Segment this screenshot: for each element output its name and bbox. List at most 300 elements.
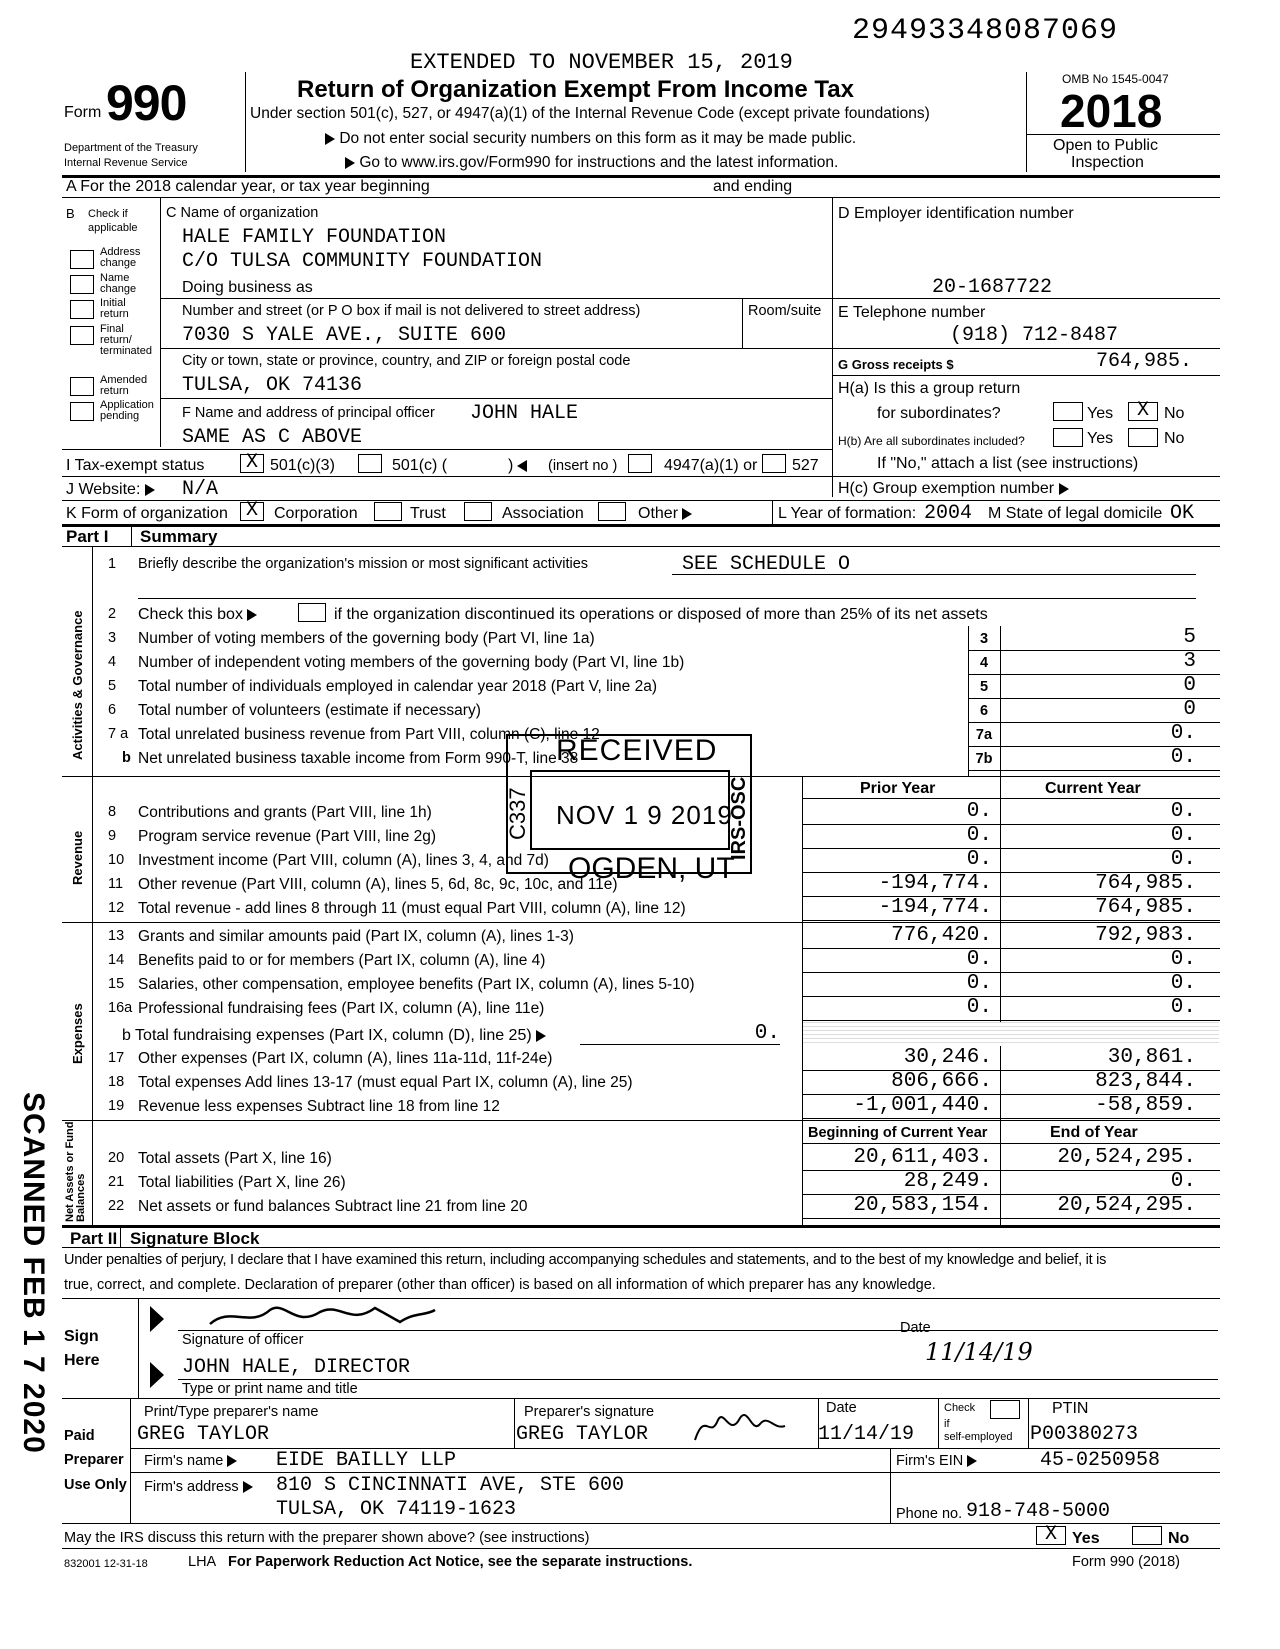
expense-line-current-value: 792,983. [1095, 924, 1196, 947]
ein-value: 20-1687722 [932, 276, 1053, 299]
checkbox-association[interactable] [464, 502, 492, 521]
website-value: N/A [182, 478, 219, 501]
gov-value: 0. [1170, 722, 1196, 745]
expense-line-text: Other expenses (Part IX, column (A), lines 11a-11d, 11f-24e) [138, 1050, 553, 1067]
gov-value: 0 [1183, 698, 1196, 721]
expense-line-prior-value: -1,001,440. [853, 1094, 992, 1117]
expense-line-prior-value: 776,420. [891, 924, 992, 947]
form-title: Return of Organization Exempt From Income Tax [297, 76, 854, 103]
net-asset-line-prior-value: 20,611,403. [853, 1146, 992, 1169]
line-number: 11 [108, 876, 124, 892]
hb-line [832, 476, 1220, 477]
ein-line [832, 298, 1220, 299]
line-a-bottom [62, 197, 1220, 198]
for-subordinates-label: for subordinates? [877, 405, 1001, 422]
part1-top [62, 524, 1220, 527]
city-label: City or town, state or province, country, and ZIP or foreign postal code [182, 353, 631, 369]
dba-line [160, 298, 832, 299]
501c-label: 501(c) ( [392, 457, 448, 474]
gov-value: 5 [1183, 626, 1196, 649]
sign-date-label: Date [900, 1320, 931, 1336]
right-col-divider [832, 197, 833, 497]
street-line [160, 348, 832, 349]
org-name-label: C Name of organization [166, 205, 319, 221]
4947-label: 4947(a)(1) or [664, 457, 758, 474]
expense-line-prior-value: 0. [966, 996, 992, 1019]
preparer-signature-label: Preparer's signature [524, 1404, 655, 1420]
trust-label: Trust [410, 505, 446, 522]
expense-line-text: Total expenses Add lines 13-17 (must equal Part IX, column (A), line 25) [138, 1074, 633, 1091]
preparer-date-label: Date [826, 1400, 857, 1416]
gov-box-label: 7b [975, 751, 993, 767]
city-line [160, 398, 832, 399]
form-number: 990 [106, 75, 187, 131]
side-label-expenses: Expenses [70, 1003, 85, 1064]
firm-address-2: TULSA, OK 74119-1623 [276, 1498, 517, 1521]
check-label: Check [944, 1402, 976, 1414]
mission-line-2 [138, 598, 1196, 599]
line-number: 21 [108, 1174, 125, 1190]
ogden-text: OGDEN, UT [568, 852, 735, 885]
dba-label: Doing business as [182, 279, 313, 296]
net-asset-line-current-value: 20,524,295. [1057, 1194, 1196, 1217]
expense-line-prior-value: 0. [966, 972, 992, 995]
line-number: 10 [108, 852, 125, 868]
net-asset-line-rule [802, 1218, 1220, 1219]
footer-top [62, 1548, 1220, 1549]
mission-value: SEE SCHEDULE O [682, 553, 851, 576]
gov-line-text: Total number of volunteers (estimate if necessary) [138, 702, 481, 719]
website-label [66, 481, 155, 499]
gov-line-text: Total unrelated business revenue from Part VIII, column (C), line 12 [138, 726, 600, 743]
initial-return-label: Initial return [100, 297, 129, 320]
side-label-revenue: Revenue [70, 830, 85, 885]
street-label: Number and street (or P O box if mail is not delivered to street address) [182, 303, 641, 319]
expense-line-current-value: 0. [1170, 948, 1196, 971]
part1-tag: Part I [66, 527, 109, 546]
revenue-line-text: Total revenue - add lines 8 through 11 (must equal Part VIII, column (A), line 12) [138, 900, 686, 917]
checkbox-corporation[interactable]: X [240, 502, 264, 521]
officer-signature-line [178, 1330, 1218, 1331]
signature-officer-label: Signature of officer [182, 1332, 304, 1348]
room-divider [742, 298, 743, 348]
firm-name-label [144, 1453, 237, 1469]
sign-arrow-icon [150, 1306, 164, 1337]
line-k-divider [772, 500, 773, 524]
phone-label: E Telephone number [838, 304, 986, 321]
mission-label: Briefly describe the organization's mission or most significant activities [138, 556, 589, 572]
tax-year: 2018 [1060, 85, 1163, 137]
line-number: 6 [108, 702, 117, 718]
net-asset-line-text: Net assets or fund balances Subtract line 21 from line 20 [138, 1198, 528, 1215]
other-text: Other [638, 505, 679, 522]
preparer-label: Preparer [64, 1452, 124, 1468]
revenue-line-current-value: 0. [1170, 800, 1196, 823]
501c-close [508, 457, 527, 475]
expense-line-current-value: -58,859. [1095, 1094, 1196, 1117]
preparer-signature: GREG TAYLOR [516, 1423, 649, 1446]
line-number: 5 [108, 678, 117, 694]
line-number: 7 a [108, 726, 129, 742]
revenue-line-rule [802, 920, 1220, 921]
line-number: 13 [108, 928, 125, 944]
expense-line-current-value: 0. [1170, 996, 1196, 1019]
preparer-top [62, 1398, 1220, 1399]
section-b-divider [160, 197, 161, 447]
gov-line-text: Number of independent voting members of the governing body (Part VI, line 1b) [138, 654, 685, 671]
revenue-line-prior-value: 0. [966, 824, 992, 847]
amended-return-label: Amended return [100, 374, 148, 397]
form-footer-right: Form 990 (2018) [1072, 1554, 1180, 1570]
net-asset-line-prior-value: 20,583,154. [853, 1194, 992, 1217]
website-text: J Website: [66, 481, 141, 498]
line-number: 3 [108, 630, 117, 646]
city-address: TULSA, OK 74136 [182, 374, 363, 397]
extended-notice: EXTENDED TO NOVEMBER 15, 2019 [410, 50, 793, 75]
arrow-icon [227, 1455, 237, 1467]
revenue-line-prior-value: 0. [966, 800, 992, 823]
omb-number: OMB No 1545-0047 [1062, 72, 1169, 86]
checkbox-discuss-yes[interactable]: X [1036, 1526, 1066, 1545]
paperwork-notice: For Paperwork Reduction Act Notice, see the separate instructions. [228, 1554, 693, 1570]
state-domicile-value: OK [1170, 502, 1195, 525]
part2-top [62, 1225, 1220, 1228]
discontinued-text: if the organization discontinued its operations or disposed of more than 25% of its net assets [334, 606, 988, 623]
prep-ptin-divider [1028, 1398, 1029, 1448]
gov-line-rule [968, 770, 1220, 771]
org-name-1: HALE FAMILY FOUNDATION [182, 226, 447, 249]
year-divider [1026, 134, 1220, 135]
527-label: 527 [792, 457, 819, 474]
discuss-question: May the IRS discuss this return with the preparer shown above? (see instructions) [64, 1530, 590, 1546]
state-domicile-label: M State of legal domicile [988, 505, 1163, 522]
section-b-label: B [66, 206, 75, 221]
gov-box-label: 6 [979, 703, 989, 719]
preparer-name: GREG TAYLOR [137, 1423, 270, 1446]
ein-label: D Employer identification number [838, 205, 1074, 222]
firm-address-label [144, 1479, 253, 1495]
gov-box-label: 3 [979, 631, 989, 647]
year-formation-value: 2004 [924, 502, 973, 525]
firm-ein: 45-0250958 [1040, 1449, 1161, 1472]
corporation-label: Corporation [274, 505, 358, 522]
prior-col-left [802, 776, 803, 1226]
expense-line-text: Salaries, other compensation, employee benefits (Part IX, column (A), lines 5-10) [138, 976, 695, 993]
revenue-line-prior-value: 0. [966, 848, 992, 871]
end-year-header: End of Year [1050, 1124, 1138, 1141]
applicable-label: applicable [88, 222, 138, 234]
final-return-label: Final return/ terminated [100, 323, 152, 357]
received-text: RECEIVED [556, 734, 718, 767]
expense-line-current-value: 0. [1170, 972, 1196, 995]
firm-ein-label [896, 1453, 977, 1469]
street-address: 7030 S YALE AVE., SUITE 600 [182, 324, 507, 347]
checkbox-527[interactable] [762, 454, 786, 473]
line-number: 17 [108, 1050, 125, 1066]
group-yes-label: Yes [1087, 405, 1114, 422]
revenue-line-prior-value: -194,774. [878, 872, 992, 895]
line-a-label: A For the 2018 calendar year, or tax year beginning [66, 178, 430, 195]
year-header-bottom [802, 798, 1220, 799]
arrow-icon [345, 157, 355, 169]
gov-box-label: 4 [979, 655, 989, 671]
line-number: 19 [108, 1098, 125, 1114]
firm-name: EIDE BAILLY LLP [276, 1449, 457, 1472]
line-number: 9 [108, 828, 117, 844]
line-number: 1 [108, 556, 117, 572]
bullet-ssn [325, 130, 856, 148]
expense-line-text: Benefits paid to or for members (Part IX, column (A), line 4) [138, 952, 546, 969]
exp-section-top [62, 922, 1220, 923]
discontinued-check-label [138, 606, 257, 624]
side-label-governance: Activities & Governance [70, 610, 85, 760]
officer-printed-name: JOHN HALE, DIRECTOR [182, 1356, 411, 1379]
line-16b-text: b Total fundraising expenses (Part IX, column (D), line 25) [122, 1027, 532, 1044]
arrow-icon [536, 1030, 546, 1042]
firm-address-text: Firm's address [144, 1479, 239, 1495]
here-label: Here [64, 1352, 100, 1369]
expense-line-current-value: 823,844. [1095, 1070, 1196, 1093]
dept-treasury: Department of the Treasury [64, 142, 198, 154]
check-if-label: if [944, 1418, 950, 1430]
dln-number: 29493348087069 [852, 14, 1119, 48]
handwritten-signature-icon [690, 1400, 790, 1448]
group-exemption-label [838, 480, 1069, 498]
expense-line-text: Professional fundraising fees (Part IX, column (A), line 11e) [138, 1000, 545, 1017]
line-number: 20 [108, 1150, 125, 1166]
stamp-code-right: IRS-OSC [728, 776, 750, 860]
line-j-bottom [62, 500, 1220, 501]
part2-tag: Part II [70, 1229, 118, 1248]
revenue-line-current-value: 764,985. [1095, 872, 1196, 895]
bullet-website [345, 154, 838, 172]
form-subtitle: Under section 501(c), 527, or 4947(a)(1) of the Internal Revenue Code (except private foundations) [250, 105, 930, 122]
application-pending-label: Application pending [100, 399, 154, 422]
inspection-label: Inspection [1071, 154, 1144, 171]
group-no-label: No [1164, 405, 1185, 422]
officer-address: SAME AS C ABOVE [182, 426, 363, 449]
revenue-line-text: Contributions and grants (Part VIII, line 1h) [138, 804, 432, 821]
firm-addr-top [130, 1472, 1220, 1473]
net-asset-line-text: Total liabilities (Part X, line 26) [138, 1174, 346, 1191]
insert-no-label: (insert no ) [548, 458, 618, 474]
gov-value: 0. [1170, 746, 1196, 769]
gov-line-text: Total number of individuals employed in calendar year 2018 (Part V, line 2a) [138, 678, 657, 695]
form-label: Form [64, 104, 102, 121]
arrow-large-icon [150, 1362, 164, 1388]
net-asset-line-current-value: 0. [1170, 1170, 1196, 1193]
officer-name: JOHN HALE [470, 402, 579, 425]
gov-line-text: Number of voting members of the governing body (Part VI, line 1a) [138, 630, 595, 647]
ptin-value: P00380273 [1030, 1423, 1139, 1446]
line-number: 4 [108, 654, 117, 670]
scanned-stamp: SCANNED FEB 1 7 2020 [17, 1092, 50, 1454]
firm-phone-label: Phone no. [896, 1506, 963, 1522]
preparer-divider [130, 1398, 131, 1523]
expense-line-rule [802, 1020, 1220, 1021]
checkbox-subs-yes[interactable] [1053, 428, 1083, 447]
preparer-date: 11/14/19 [818, 1423, 915, 1446]
handwritten-signature-icon [200, 1298, 440, 1332]
header-divider-right [1026, 72, 1027, 172]
discuss-no-label: No [1168, 1530, 1190, 1547]
penalty-text-2: true, correct, and complete. Declaration of preparer (other than officer) is based on all information of which preparer has any knowledge. [64, 1277, 936, 1293]
checkbox-address-change[interactable] [70, 250, 94, 269]
address-change-label: Address change [100, 246, 141, 269]
type-name-label: Type or print name and title [182, 1381, 358, 1397]
expense-line-prior-value: 30,246. [903, 1046, 992, 1069]
arrow-icon [325, 133, 335, 145]
revenue-line-current-value: 0. [1170, 848, 1196, 871]
header-divider-left [245, 72, 246, 172]
line-number: 16a [108, 1000, 133, 1016]
gov-box-left [968, 626, 969, 776]
prior-year-header: Prior Year [860, 780, 936, 797]
501c-close-paren: ) [508, 457, 514, 474]
checkbox-name-change[interactable] [70, 275, 94, 294]
irs-website-notice: Go to www.irs.gov/Form990 for instructions and the latest information. [359, 154, 839, 171]
received-date: NOV 1 9 2019 [556, 800, 733, 830]
line-i-bottom [62, 476, 832, 477]
revenue-line-prior-value: -194,774. [878, 896, 992, 919]
part2-title-bottom [62, 1247, 1220, 1248]
association-label: Association [502, 505, 584, 522]
checkbox-self-employed[interactable] [990, 1400, 1020, 1419]
mission-line [672, 574, 1196, 575]
phone-line [832, 348, 1220, 349]
501c3-label: 501(c)(3) [270, 457, 335, 474]
revenue-line-current-value: 0. [1170, 824, 1196, 847]
self-employed-label: self-employed [944, 1431, 1013, 1443]
firm-ein-text: Firm's EIN [896, 1453, 964, 1469]
checkbox-4947[interactable] [628, 454, 652, 473]
name-change-label: Name change [100, 272, 137, 295]
checkbox-other[interactable] [598, 502, 626, 521]
sign-label: Sign [64, 1328, 99, 1345]
net-asset-line-text: Total assets (Part X, line 16) [138, 1150, 332, 1167]
current-year-header: Current Year [1045, 780, 1141, 797]
gross-receipts-value: 764,985. [1096, 350, 1193, 373]
part1-title: Summary [140, 527, 218, 546]
expense-line-prior-value: 0. [966, 948, 992, 971]
gov-line-text: Net unrelated business taxable income from Form 990-T, line 38 [138, 750, 579, 767]
net-asset-line-current-value: 20,524,295. [1057, 1146, 1196, 1169]
preparer-signature-image [690, 1400, 790, 1453]
checkbox-group-yes[interactable] [1053, 402, 1083, 421]
check-this-box-text: Check this box [138, 606, 243, 623]
penalty-text-1: Under penalties of perjury, I declare that I have examined this return, including accompanying schedules and statements, and to the best of my knowledge and belief, it is [64, 1252, 1107, 1268]
gov-value: 3 [1183, 650, 1196, 673]
gross-line [832, 375, 1220, 376]
checkbox-discuss-no[interactable] [1132, 1526, 1162, 1545]
open-public-label: Open to Public [1053, 137, 1158, 154]
side-label-divider [92, 546, 93, 1226]
firm-address-1: 810 S CINCINNATI AVE, STE 600 [276, 1474, 625, 1497]
expense-line-text: Revenue less expenses Subtract line 18 from line 12 [138, 1098, 500, 1115]
group-return-label: H(a) Is this a group return [838, 380, 1021, 397]
checkbox-amended-return[interactable] [70, 377, 94, 396]
line-a-ending: and ending [713, 178, 793, 195]
arrow-icon [243, 1481, 253, 1493]
gov-value: 0 [1183, 674, 1196, 697]
revenue-line-text: Investment income (Part VIII, column (A), lines 3, 4, and 7d) [138, 852, 549, 869]
preparer-name-label: Print/Type preparer's name [144, 1404, 319, 1420]
use-only-label: Use Only [64, 1477, 127, 1493]
stamp-code-left: C337 [505, 787, 530, 840]
checkbox-final-return[interactable] [70, 326, 94, 345]
checkbox-application-pending[interactable] [70, 402, 94, 421]
tax-exempt-label: I Tax-exempt status [66, 457, 205, 474]
line-number: b [122, 750, 131, 766]
line-number: 22 [108, 1198, 125, 1214]
line-number: 2 [108, 606, 117, 622]
line-16b-shade [803, 1022, 1219, 1046]
arrow-icon [682, 508, 692, 520]
officer-label: F Name and address of principal officer [182, 405, 435, 421]
subs-yes-label: Yes [1087, 430, 1114, 447]
checkbox-initial-return[interactable] [70, 300, 94, 319]
check-if-label: Check if [88, 208, 128, 220]
line-number: 15 [108, 976, 125, 992]
line-number: 12 [108, 900, 125, 916]
arrow-icon [1059, 483, 1069, 495]
irs-label: Internal Revenue Service [64, 157, 188, 169]
arrow-icon [967, 1455, 977, 1467]
checkbox-subs-no[interactable] [1128, 428, 1158, 447]
sign-date-value: 11/14/19 [925, 1338, 1033, 1366]
checkbox-501c3[interactable]: X [240, 454, 264, 473]
gov-box-label: 5 [979, 679, 989, 695]
line-16b-value: 0. [754, 1022, 780, 1045]
net-header-bottom [802, 1143, 1220, 1144]
officer-name-line [178, 1379, 1218, 1380]
arrow-icon [145, 484, 155, 496]
firm-ein-divider [890, 1448, 891, 1523]
form-code: 832001 12-31-18 [64, 1558, 148, 1570]
phone-value: (918) 712-8487 [950, 324, 1119, 347]
part1-title-bottom [62, 546, 1220, 547]
checkbox-501c[interactable] [358, 454, 382, 473]
arrow-left-icon [517, 460, 527, 472]
part2-title: Signature Block [130, 1229, 260, 1248]
checkbox-group-no[interactable]: X [1128, 402, 1158, 421]
sign-arrow-icon-2 [150, 1362, 164, 1393]
paid-label: Paid [64, 1428, 95, 1444]
sign-divider [138, 1298, 139, 1398]
current-col-left [1000, 776, 1001, 1226]
part1-tag-divider [131, 524, 132, 546]
net-section-top [62, 1120, 1220, 1121]
checkbox-discontinued[interactable] [298, 603, 326, 622]
expense-line-rule [802, 1118, 1220, 1119]
subordinates-included-label: H(b) Are all subordinates included? [838, 434, 1025, 448]
firm-name-text: Firm's name [144, 1453, 224, 1469]
line-16b-label [122, 1027, 546, 1045]
officer-line [62, 449, 832, 450]
subs-no-label: No [1164, 430, 1185, 447]
checkbox-trust[interactable] [374, 502, 402, 521]
side-label-net-assets: Net Assets or Fund Balances [64, 1121, 87, 1222]
expense-line-current-value: 30,861. [1107, 1046, 1196, 1069]
line-number: 18 [108, 1074, 125, 1090]
part2-tag-divider [120, 1225, 121, 1247]
firm-phone: 918-748-5000 [966, 1500, 1111, 1523]
revenue-line-current-value: 764,985. [1095, 896, 1196, 919]
ssn-notice: Do not enter social security numbers on this form as it may be made public. [339, 130, 857, 147]
arrow-large-icon [150, 1306, 164, 1332]
net-asset-line-prior-value: 28,249. [903, 1170, 992, 1193]
room-suite-label: Room/suite [748, 303, 822, 319]
